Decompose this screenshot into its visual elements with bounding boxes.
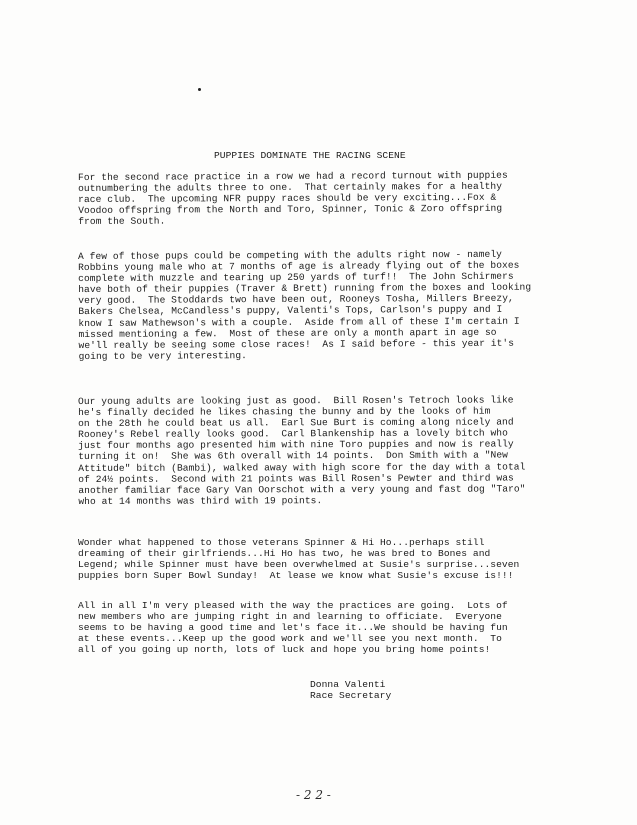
ink-speck	[198, 88, 201, 91]
paragraph-line: all of you going up north, lots of luck and hope you bring home points!	[78, 644, 491, 656]
paragraph-line: Rooney's Rebel really looks good. Carl Blankenship has a lovely bitch who	[78, 427, 508, 441]
paragraph-line: Robbins young male who at 7 months of age is already flying out of the boxes	[78, 259, 520, 274]
paragraph-line: A few of those pups could be competing with the adults right now - namely	[78, 248, 502, 262]
paragraph-line: another familiar face Gary Van Oorschot with a very young and fast dog "Taro"	[78, 483, 526, 496]
article-title: PUPPIES DOMINATE THE RACING SCENE	[214, 150, 406, 161]
paragraph-line: very good. The Stoddards two have been out, Rooneys Tosha, Millers Breezy,	[78, 293, 514, 307]
paragraph-line: Attitude" bitch (Bambi), walked away with high score for the day with a total	[78, 461, 526, 474]
paragraph-line: missed mentioning a few. Most of these are only a month apart in age so	[78, 326, 497, 340]
paragraph-line: seems to be having a good time and let's face it...We should be having fun	[78, 622, 508, 634]
paragraph-line: All in all I'm very pleased with the way the practices are going. Lots of	[78, 600, 508, 611]
paragraph-line: from the South.	[78, 215, 166, 228]
paragraph-line: know I saw Mathewson's with a couple. Aside from all of these I'm certain I	[78, 315, 520, 329]
paragraph-line: turning it on! She was 6th overall with 14 points. Don Smith with a "New	[78, 449, 508, 463]
paragraph-line: puppies born Super Bowl Sunday! At lease we know what Susie's excuse is!!!	[78, 570, 514, 582]
paragraph-line: Wonder what happened to those veterans Spinner & Hi Ho...perhaps still	[78, 537, 485, 548]
paragraph-line: complete with muzzle and tearing up 250 yards of turf!! The John Schirmers	[78, 270, 514, 285]
signature-block	[310, 679, 391, 701]
paragraph-line: Our young adults are looking just as good. Bill Rosen's Tetroch looks like	[78, 394, 514, 407]
paragraph-line: new members who are jumping right in and learning to officiate. Everyone	[78, 611, 502, 623]
paragraph-line: Legend; while Spinner must have been overwhelmed at Susie's surprise...seven	[78, 559, 520, 571]
paragraph-line: at these events...Keep up the good work and we'll see you next month. To	[78, 633, 502, 645]
paragraph-line: Bakers Chelsea, McCandless's puppy, Valenti's Tops, Carlson's puppy and I	[78, 304, 503, 318]
paragraph-3	[78, 394, 608, 507]
paragraph-1	[78, 169, 608, 227]
paragraph-line: going to be very interesting.	[78, 349, 247, 362]
paragraph-line: on the 28th he could beat us all. Earl Sue Burt is coming along nicely and	[78, 416, 514, 430]
signature-name: Donna Valenti	[310, 679, 386, 690]
paragraph-line: who at 14 months was third with 19 points.	[78, 494, 323, 507]
paragraph-line: For the second race practice in a row we had a record turnout with puppies	[78, 169, 508, 183]
paragraph-line: outnumbering the adults three to one. That certainly makes for a healthy	[78, 180, 503, 195]
paragraph-line: just four months ago presented him with nine Toro puppies and now is really	[78, 438, 514, 452]
paragraph-line: we'll really be seeing some close races! As I said before - this year it's	[78, 337, 515, 351]
signature-role: Race Secretary	[310, 690, 392, 702]
paragraph-5	[78, 600, 608, 655]
page-number: - 2 2 -	[296, 788, 331, 802]
paragraph-4	[78, 537, 608, 581]
paragraph-line: have both of their puppies (Traver & Brett) running from the boxes and looking	[78, 281, 532, 296]
paragraph-2	[78, 248, 609, 362]
paragraph-line: Voodoo offspring from the North and Toro, Spinner, Tonic & Zoro offspring	[78, 203, 503, 217]
paragraph-line: race club. The upcoming NFR puppy races should be very exciting...Fox &	[78, 191, 497, 206]
paragraph-line: of 24½ points. Second with 21 points was Bill Rosen's Pewter and third was	[78, 472, 514, 485]
paragraph-line: dreaming of their girlfriends...Hi Ho has two, he was bred to Bones and	[78, 548, 491, 560]
paragraph-line: he's finally decided he likes chasing the bunny and by the looks of him	[78, 405, 491, 419]
